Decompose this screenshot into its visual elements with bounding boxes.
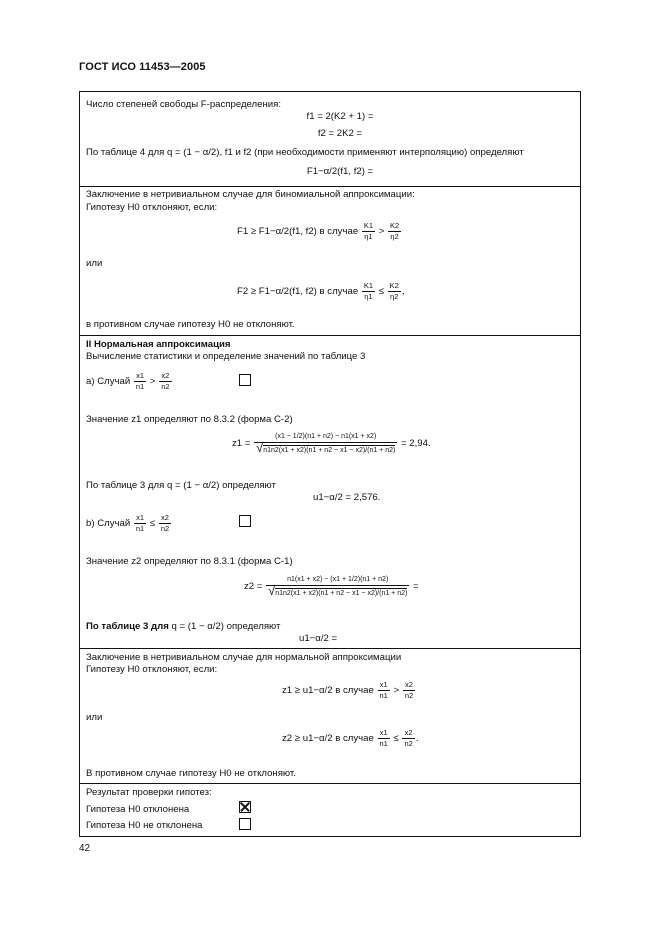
z2-formula: z2 = $\frac{n1(x1 + x2) - (x1 + 1/2)(n1 + n2)}{√n1n2(x1 + x2)(n1 + n2 - x1 - x2)/(n1 + n2)}$ = [244, 576, 419, 598]
formula-f1: f1 = 2(K2 + 1) = [306, 111, 374, 122]
otherwise-text: в противном случае гипотезу H0 не отклоняют. [86, 319, 295, 330]
result-not-rejected-checkbox[interactable] [239, 818, 251, 830]
section-divider [80, 783, 580, 784]
normal-otherwise: В противном случае гипотезу H0 не отклоняют. [86, 768, 296, 779]
case-b: b) Случай $\frac{x1}{n1}$ ≤ $\frac{x2}{n2}$ [86, 513, 170, 533]
normal-reject-if: Гипотезу H0 отклоняют, если: [86, 664, 218, 675]
result-rejected-checkbox[interactable] [239, 801, 251, 813]
table4-line: По таблице 4 для q = (1 − α/2), f1 и f2 (при необходимости применяют интерполяцию) определяют [86, 147, 524, 158]
reject-if: Гипотезу H0 отклоняют, если: [86, 202, 218, 213]
normal-approx-title: II Нормальная аппроксимация [86, 339, 231, 350]
binomial-condition-1: F1 ≥ F1−α/2(f1, f2) в случае $\frac{K1}{\eta 1}$ > $\frac{K2}{\eta 2}$ [237, 221, 400, 241]
u-value: u1−α/2 = 2,576. [313, 492, 381, 503]
normal-conclusion: Заключение в нетривиальном случае для нормальной аппроксимации [86, 652, 402, 663]
binomial-condition-2: F2 ≥ F1−α/2(f1, f2) в случае $\frac{K1}{\eta 1}$ ≤ $\frac{K2}{\eta 2}$ , [237, 281, 405, 301]
formula-f2: f2 = 2K2 = [317, 128, 363, 139]
z2-intro: Значение z2 определяют по 8.3.1 (форма С-1) [86, 556, 293, 567]
section-divider [80, 186, 580, 187]
case-a-checkbox[interactable] [239, 374, 251, 386]
result-not-rejected-label: Гипотеза H0 не отклонена [86, 820, 203, 831]
formula-F: F1−α/2(f1, f2) = [306, 166, 374, 177]
z1-intro: Значение z1 определяют по 8.3.2 (форма С-2) [86, 414, 293, 425]
normal-condition-2: z2 ≥ u1−α/2 в случае $\frac{x1}{n1}$ ≤ $\frac{x2}{n2}$ . [282, 728, 419, 748]
result-rejected-label: Гипотеза H0 отклонена [86, 804, 190, 815]
or-text-2: или [86, 712, 103, 723]
result-title: Результат проверки гипотез: [86, 787, 212, 798]
page-number: 42 [79, 843, 91, 854]
binomial-conclusion: Заключение в нетривиальном случае для биномиальной аппроксимации: [86, 189, 415, 200]
normal-approx-intro: Вычисление статистики и определение значений по таблице 3 [86, 351, 366, 362]
document-header: ГОСТ ИСО 11453—2005 [79, 61, 206, 73]
dof-line: Число степеней свободы F-распределения: [86, 99, 282, 110]
case-b-checkbox[interactable] [239, 515, 251, 527]
u2-intro: По таблице 3 для q = (1 − α/2) определяют [86, 621, 281, 632]
u2-value: u1−α/2 = [299, 633, 338, 644]
z1-formula: z1 = $\frac{(x1 - 1/2)(n1 + n2) - n1(x1 + x2)}{√n1n2(x1 + x2)(n1 + n2 - x1 - x2)/(n1 + n2)}$ = 2,94. [232, 433, 431, 455]
section-divider [80, 335, 580, 336]
case-a: a) Случай $\frac{x1}{n1}$ > $\frac{x2}{n2}$ [86, 371, 170, 391]
u-intro: По таблице 3 для q = (1 − α/2) определяют [86, 480, 276, 491]
or-text: или [86, 258, 103, 269]
normal-condition-1: z1 ≥ u1−α/2 в случае $\frac{x1}{n1}$ > $\frac{x2}{n2}$ [282, 680, 414, 700]
section-divider [80, 648, 580, 649]
